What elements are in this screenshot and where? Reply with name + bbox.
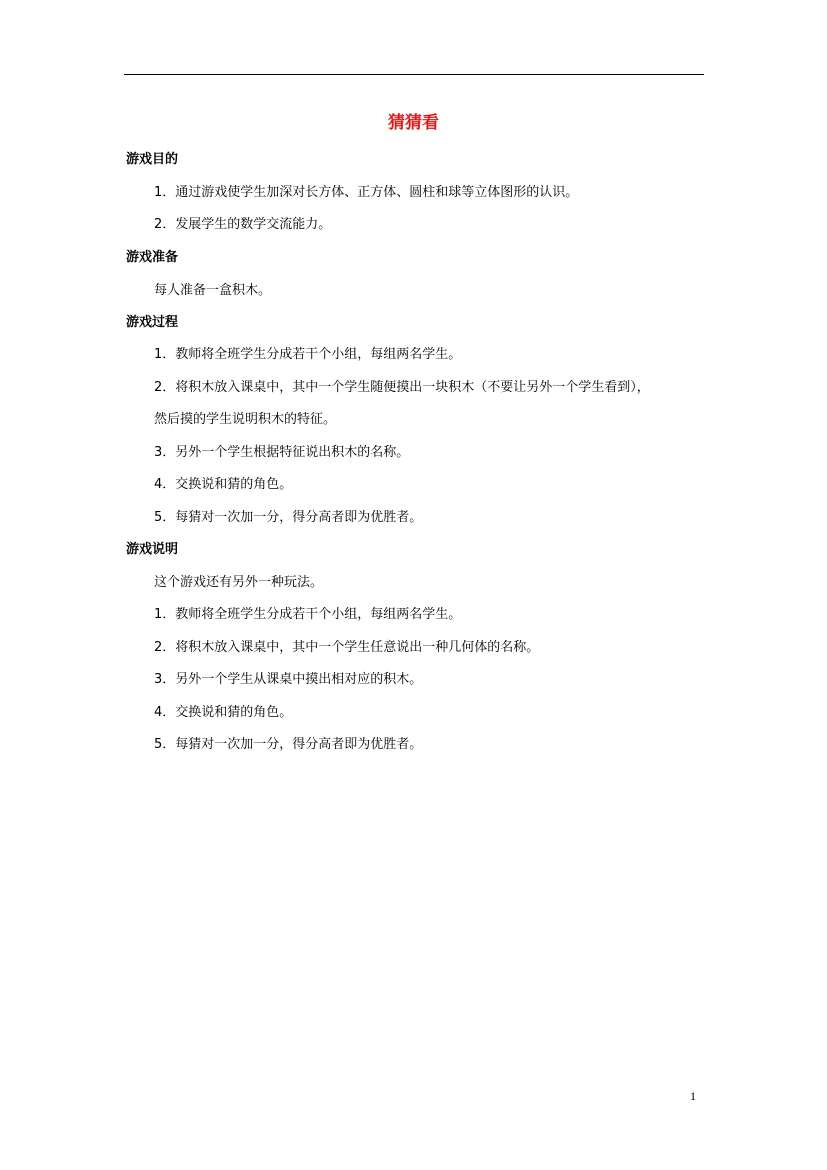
section-heading-purpose: 游戏目的 [126, 152, 179, 167]
paragraph-line: 然后摸的学生说明积木的特征。 [154, 412, 337, 427]
paragraph-line: 5．每猜对一次加一分，得分高者即为优胜者。 [154, 737, 423, 752]
paragraph-line: 1．教师将全班学生分成若干个小组，每组两名学生。 [154, 607, 462, 622]
paragraph-line: 3．另外一个学生从课桌中摸出相对应的积木。 [154, 672, 423, 687]
paragraph-line: 1．教师将全班学生分成若干个小组，每组两名学生。 [154, 347, 462, 362]
paragraph-line: 5．每猜对一次加一分，得分高者即为优胜者。 [154, 510, 423, 525]
paragraph-line: 这个游戏还有另外一种玩法。 [154, 575, 324, 590]
paragraph-line: 2．将积木放入课桌中，其中一个学生随便摸出一块积木（不要让另外一个学生看到）， [154, 380, 650, 395]
header-rule [124, 74, 704, 75]
page-number: 1 [690, 1089, 696, 1103]
paragraph-line: 2．发展学生的数学交流能力。 [154, 217, 332, 232]
paragraph-line: 3．另外一个学生根据特征说出积木的名称。 [154, 445, 410, 460]
page-title: 猜猜看 [388, 113, 439, 133]
section-heading-process: 游戏过程 [126, 315, 179, 330]
paragraph-line: 每人准备一盒积木。 [154, 283, 272, 298]
section-heading-preparation: 游戏准备 [126, 250, 179, 265]
paragraph-line: 2．将积木放入课桌中，其中一个学生任意说出一种几何体的名称。 [154, 640, 540, 655]
paragraph-line: 4．交换说和猜的角色。 [154, 705, 293, 720]
paragraph-line: 1．通过游戏使学生加深对长方体、正方体、圆柱和球等立体图形的认识。 [154, 185, 579, 200]
section-heading-notes: 游戏说明 [126, 542, 179, 557]
paragraph-line: 4．交换说和猜的角色。 [154, 477, 293, 492]
